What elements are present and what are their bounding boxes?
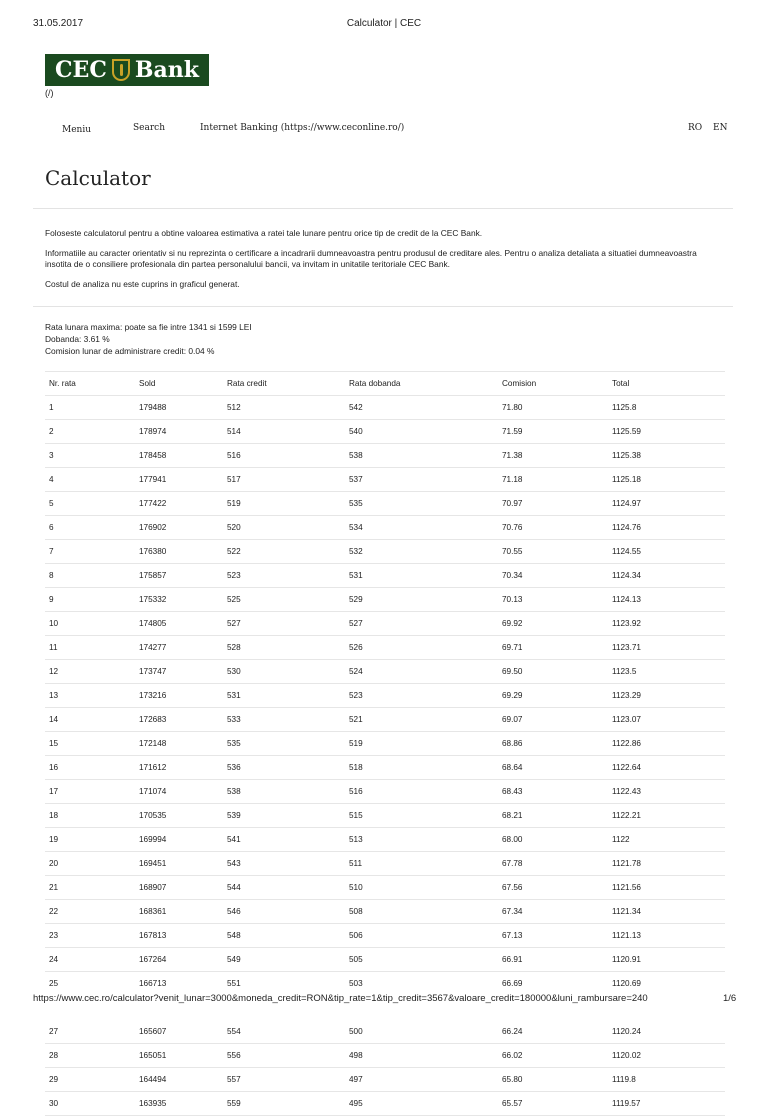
print-title: Calculator | CEC [346, 18, 422, 29]
intro-text [45, 228, 725, 298]
cell-rata-dobanda: 518 [345, 756, 498, 780]
cell-rata-credit: 517 [223, 468, 345, 492]
cell-comision: 66.24 [498, 1020, 608, 1044]
print-footer [0, 990, 768, 1024]
shield-icon [112, 59, 130, 81]
table-row [45, 564, 725, 588]
cell-sold: 178974 [135, 420, 223, 444]
cell-nr-rata: 17 [45, 780, 135, 804]
cell-comision: 69.07 [498, 708, 608, 732]
cell-rata-credit: 557 [223, 1068, 345, 1092]
cell-sold: 170535 [135, 804, 223, 828]
cell-total: 1125.8 [608, 396, 725, 420]
cell-sold: 177422 [135, 492, 223, 516]
cell-sold: 169994 [135, 828, 223, 852]
cell-sold: 173747 [135, 660, 223, 684]
cell-rata-credit: 516 [223, 444, 345, 468]
cell-sold: 174277 [135, 636, 223, 660]
cell-nr-rata: 28 [45, 1044, 135, 1068]
divider [33, 208, 733, 209]
cell-rata-dobanda: 513 [345, 828, 498, 852]
cell-nr-rata: 10 [45, 612, 135, 636]
cell-sold: 176902 [135, 516, 223, 540]
cell-rata-credit: 556 [223, 1044, 345, 1068]
table-row [45, 828, 725, 852]
cell-rata-dobanda: 505 [345, 948, 498, 972]
table-row [45, 876, 725, 900]
cell-total: 1124.13 [608, 588, 725, 612]
cell-sold: 171612 [135, 756, 223, 780]
cell-total: 1123.07 [608, 708, 725, 732]
cell-total: 1125.18 [608, 468, 725, 492]
cell-sold: 163935 [135, 1092, 223, 1116]
cell-rata-dobanda: 523 [345, 684, 498, 708]
cell-total: 1123.5 [608, 660, 725, 684]
cell-total: 1122 [608, 828, 725, 852]
table-row [45, 1068, 725, 1092]
print-date: 31.05.2017 [33, 18, 84, 29]
cell-rata-dobanda: 538 [345, 444, 498, 468]
cell-rata-dobanda: 521 [345, 708, 498, 732]
cell-total: 1121.13 [608, 924, 725, 948]
cell-sold: 179488 [135, 396, 223, 420]
cell-sold: 176380 [135, 540, 223, 564]
header-sold: Sold [135, 372, 223, 396]
cell-nr-rata: 14 [45, 708, 135, 732]
cell-rata-credit: 554 [223, 1020, 345, 1044]
cell-nr-rata: 5 [45, 492, 135, 516]
table-row [45, 516, 725, 540]
cell-rata-credit: 528 [223, 636, 345, 660]
cell-nr-rata: 3 [45, 444, 135, 468]
cell-comision: 68.21 [498, 804, 608, 828]
table-row [45, 396, 725, 420]
cell-rata-dobanda: 534 [345, 516, 498, 540]
cell-total: 1121.78 [608, 852, 725, 876]
cell-rata-dobanda: 503 [345, 972, 498, 996]
cell-rata-dobanda: 497 [345, 1068, 498, 1092]
table-row [45, 492, 725, 516]
cell-rata-dobanda: 524 [345, 660, 498, 684]
cell-total: 1124.97 [608, 492, 725, 516]
cell-rata-credit: 536 [223, 756, 345, 780]
table-row [45, 612, 725, 636]
cell-rata-dobanda: 540 [345, 420, 498, 444]
cell-total: 1123.92 [608, 612, 725, 636]
table-row [45, 948, 725, 972]
cell-sold: 172683 [135, 708, 223, 732]
cell-nr-rata: 30 [45, 1092, 135, 1116]
print-header [0, 14, 768, 30]
table-row [45, 588, 725, 612]
cell-nr-rata: 2 [45, 420, 135, 444]
logo-text-bank: Bank [134, 57, 199, 83]
cell-comision: 67.78 [498, 852, 608, 876]
table-row [45, 924, 725, 948]
cell-comision: 69.29 [498, 684, 608, 708]
cell-nr-rata: 24 [45, 948, 135, 972]
cell-sold: 165051 [135, 1044, 223, 1068]
cell-total: 1123.29 [608, 684, 725, 708]
cell-rata-dobanda: 508 [345, 900, 498, 924]
cell-nr-rata: 21 [45, 876, 135, 900]
cell-nr-rata: 20 [45, 852, 135, 876]
admin-fee: Comision lunar de administrare credit: 0.04 % [45, 346, 215, 356]
cell-rata-credit: 530 [223, 660, 345, 684]
cell-rata-credit: 520 [223, 516, 345, 540]
cell-sold: 167264 [135, 948, 223, 972]
table-row [45, 540, 725, 564]
cell-sold: 168907 [135, 876, 223, 900]
cell-nr-rata: 13 [45, 684, 135, 708]
logo-link-text[interactable]: (/) [45, 88, 54, 98]
cell-rata-dobanda: 526 [345, 636, 498, 660]
cell-nr-rata: 12 [45, 660, 135, 684]
cell-rata-dobanda: 537 [345, 468, 498, 492]
cell-nr-rata: 9 [45, 588, 135, 612]
cell-total: 1123.71 [608, 636, 725, 660]
cell-comision: 69.50 [498, 660, 608, 684]
cell-comision: 66.02 [498, 1044, 608, 1068]
cell-comision: 71.80 [498, 396, 608, 420]
table-row [45, 900, 725, 924]
cell-nr-rata: 6 [45, 516, 135, 540]
cell-total: 1120.69 [608, 972, 725, 996]
logo-text-cec: CEC [55, 57, 107, 83]
cell-total: 1122.21 [608, 804, 725, 828]
cell-rata-dobanda: 519 [345, 732, 498, 756]
table-row [45, 732, 725, 756]
cell-total: 1122.64 [608, 756, 725, 780]
cell-nr-rata: 18 [45, 804, 135, 828]
cell-total: 1125.38 [608, 444, 725, 468]
cell-total: 1121.56 [608, 876, 725, 900]
table-row [45, 804, 725, 828]
internet-banking-link[interactable]: Internet Banking (https://www.ceconline.ro/) [200, 123, 405, 133]
cell-rata-credit: 559 [223, 1092, 345, 1116]
cell-total: 1120.91 [608, 948, 725, 972]
cell-sold: 174805 [135, 612, 223, 636]
cell-sold: 164494 [135, 1068, 223, 1092]
cell-rata-dobanda: 527 [345, 612, 498, 636]
cell-rata-credit: 519 [223, 492, 345, 516]
cell-rata-credit: 514 [223, 420, 345, 444]
cell-comision: 67.34 [498, 900, 608, 924]
cell-rata-credit: 533 [223, 708, 345, 732]
cell-comision: 70.13 [498, 588, 608, 612]
print-page-number: 1/6 [723, 993, 737, 1004]
cell-rata-credit: 551 [223, 972, 345, 996]
menu-link[interactable]: Meniu [62, 125, 92, 135]
search-link[interactable]: Search [133, 123, 165, 133]
max-monthly-rate: Rata lunara maxima: poate sa fie intre 1341 si 1599 LEI [45, 322, 252, 332]
cell-rata-dobanda: 542 [345, 396, 498, 420]
cell-sold: 171074 [135, 780, 223, 804]
cell-total: 1120.24 [608, 1020, 725, 1044]
table-header-row [45, 372, 725, 396]
cell-rata-credit: 512 [223, 396, 345, 420]
cell-rata-dobanda: 531 [345, 564, 498, 588]
cell-sold: 173216 [135, 684, 223, 708]
cell-nr-rata: 1 [45, 396, 135, 420]
cell-rata-credit: 522 [223, 540, 345, 564]
cell-total: 1124.55 [608, 540, 725, 564]
header-total: Total [608, 372, 725, 396]
cell-comision: 68.43 [498, 780, 608, 804]
cell-nr-rata: 22 [45, 900, 135, 924]
table-row [45, 660, 725, 684]
header-comision: Comision [498, 372, 608, 396]
cell-sold: 169451 [135, 852, 223, 876]
cell-comision: 71.18 [498, 468, 608, 492]
cell-total: 1119.8 [608, 1068, 725, 1092]
cell-nr-rata: 11 [45, 636, 135, 660]
cell-nr-rata: 4 [45, 468, 135, 492]
cell-rata-dobanda: 495 [345, 1092, 498, 1116]
cell-rata-credit: 527 [223, 612, 345, 636]
table-row [45, 468, 725, 492]
cell-sold: 175332 [135, 588, 223, 612]
cell-comision: 66.91 [498, 948, 608, 972]
cell-comision: 65.80 [498, 1068, 608, 1092]
cell-sold: 175857 [135, 564, 223, 588]
cell-sold: 168361 [135, 900, 223, 924]
cell-nr-rata: 25 [45, 972, 135, 996]
cell-sold: 178458 [135, 444, 223, 468]
header-rata-dobanda: Rata dobanda [345, 372, 498, 396]
cell-rata-credit: 544 [223, 876, 345, 900]
cell-rata-credit: 525 [223, 588, 345, 612]
cell-rata-dobanda: 532 [345, 540, 498, 564]
cell-rata-dobanda: 510 [345, 876, 498, 900]
cell-comision: 68.00 [498, 828, 608, 852]
cell-rata-dobanda: 515 [345, 804, 498, 828]
cell-rata-credit: 549 [223, 948, 345, 972]
cell-rata-dobanda: 535 [345, 492, 498, 516]
cell-rata-credit: 538 [223, 780, 345, 804]
table-row [45, 684, 725, 708]
loan-summary [45, 321, 252, 357]
intro-paragraph-3: Costul de analiza nu este cuprins in graficul generat. [45, 278, 240, 289]
cell-rata-dobanda: 516 [345, 780, 498, 804]
header-rata-credit: Rata credit [223, 372, 345, 396]
cell-comision: 65.57 [498, 1092, 608, 1116]
cell-total: 1124.76 [608, 516, 725, 540]
cell-comision: 71.59 [498, 420, 608, 444]
cell-rata-credit: 548 [223, 924, 345, 948]
cell-comision: 70.97 [498, 492, 608, 516]
cell-rata-credit: 531 [223, 684, 345, 708]
cell-rata-dobanda: 500 [345, 1020, 498, 1044]
cell-nr-rata: 7 [45, 540, 135, 564]
print-url: https://www.cec.ro/calculator?venit_lunar=3000&moneda_credit=RON&tip_rate=1&tip_credit=3567&valoare_credit=180000&luni_rambursare=240 [33, 993, 648, 1004]
cell-nr-rata: 16 [45, 756, 135, 780]
cec-bank-logo[interactable] [45, 54, 209, 86]
cell-rata-credit: 539 [223, 804, 345, 828]
cell-nr-rata: 15 [45, 732, 135, 756]
cell-comision: 70.55 [498, 540, 608, 564]
cell-total: 1122.86 [608, 732, 725, 756]
cell-comision: 67.13 [498, 924, 608, 948]
cell-total: 1120.02 [608, 1044, 725, 1068]
cell-rata-credit: 523 [223, 564, 345, 588]
cell-comision: 68.86 [498, 732, 608, 756]
header-nr-rata: Nr. rata [45, 372, 135, 396]
cell-total: 1121.34 [608, 900, 725, 924]
cell-rata-credit: 541 [223, 828, 345, 852]
cell-sold: 166713 [135, 972, 223, 996]
cell-sold: 165607 [135, 1020, 223, 1044]
table-row [45, 420, 725, 444]
cell-total: 1122.43 [608, 780, 725, 804]
cell-total: 1119.57 [608, 1092, 725, 1116]
language-en-link[interactable]: EN [713, 123, 728, 133]
divider [33, 306, 733, 307]
cell-total: 1124.34 [608, 564, 725, 588]
cell-comision: 69.92 [498, 612, 608, 636]
interest-rate: Dobanda: 3.61 % [45, 334, 110, 344]
cell-rata-credit: 543 [223, 852, 345, 876]
cell-nr-rata: 27 [45, 1020, 135, 1044]
table-row [45, 780, 725, 804]
cell-rata-dobanda: 506 [345, 924, 498, 948]
cell-comision: 68.64 [498, 756, 608, 780]
cell-rata-dobanda: 511 [345, 852, 498, 876]
intro-paragraph-1: Foloseste calculatorul pentru a obtine valoarea estimativa a ratei tale lunare pentru orice tip de credit de la CEC Bank. [45, 228, 483, 238]
cell-nr-rata: 8 [45, 564, 135, 588]
table-row [45, 636, 725, 660]
cell-nr-rata: 29 [45, 1068, 135, 1092]
cell-rata-dobanda: 498 [345, 1044, 498, 1068]
top-navigation [0, 123, 768, 137]
cell-sold: 172148 [135, 732, 223, 756]
cell-sold: 167813 [135, 924, 223, 948]
table-row [45, 444, 725, 468]
cell-nr-rata: 23 [45, 924, 135, 948]
table-row [45, 852, 725, 876]
cell-comision: 69.71 [498, 636, 608, 660]
cell-comision: 71.38 [498, 444, 608, 468]
table-row [45, 756, 725, 780]
cell-total: 1125.59 [608, 420, 725, 444]
language-ro-link[interactable]: RO [688, 123, 703, 133]
table-row [45, 1092, 725, 1116]
cell-comision: 67.56 [498, 876, 608, 900]
table-row [45, 1044, 725, 1068]
cell-rata-credit: 546 [223, 900, 345, 924]
cell-comision: 70.76 [498, 516, 608, 540]
cell-rata-dobanda: 529 [345, 588, 498, 612]
cell-rata-credit: 535 [223, 732, 345, 756]
cell-nr-rata: 19 [45, 828, 135, 852]
cell-sold: 177941 [135, 468, 223, 492]
cell-comision: 66.69 [498, 972, 608, 996]
intro-paragraph-2: Informatiile au caracter orientativ si nu reprezinta o certificare a incadrarii dumneavoastra pentru produsul de creditare ales. Pentru o analiza detaliata a situatiei dumneavoastra insotita de o consiliere profesionala din partea personalului bancii, va invitam in unitatile teritoriale CEC Bank. [45, 247, 697, 269]
cell-comision: 70.34 [498, 564, 608, 588]
page-title: Calculator [45, 166, 151, 190]
table-row [45, 708, 725, 732]
